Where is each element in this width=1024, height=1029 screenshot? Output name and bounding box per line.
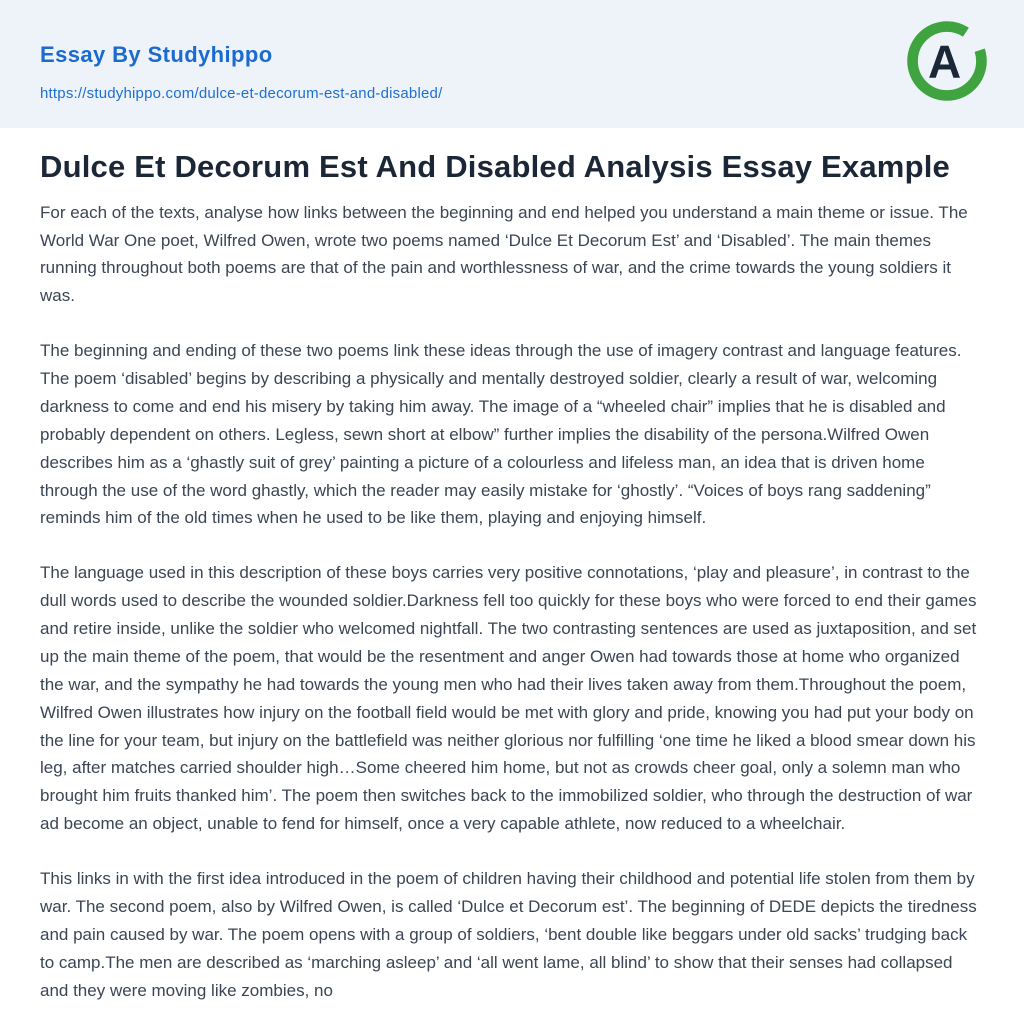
header-text-block — [40, 42, 442, 102]
studyhippo-logo[interactable] — [906, 20, 988, 102]
essay-content — [0, 150, 1024, 1004]
page-header — [0, 0, 1024, 128]
essay-paragraph-1: For each of the texts, analyse how links between the beginning and end helped you understand a main theme or issue. The World War One poet, Wilfred Owen, wrote two poems named ‘Dulce Et Decorum Est’ and ‘Disabled’. The main themes running throughout both poems are that of the pain and worthlessness of war, and the crime towards the young soldiers it was. — [40, 202, 968, 306]
source-url-link[interactable]: https://studyhippo.com/dulce-et-decorum-est-and-disabled/ — [40, 85, 443, 102]
page-title: Dulce Et Decorum Est And Disabled Analysis Essay Example — [40, 149, 950, 184]
studyhippo-logo-icon — [906, 20, 988, 102]
essay-paragraph-2: The beginning and ending of these two poems link these ideas through the use of imagery contrast and language features. The poem ‘disabled’ begins by describing a physically and mentally destroyed soldier, clearly a result of war, welcoming darkness to come and end his misery by taking him away. The image of a “wheeled chair” implies that he is disabled and probably dependent on others. Legless, sewn short at elbow” further implies the disability of the persona.Wilfred Owen describes him as a ‘ghastly suit of grey’ painting a picture of a colourless and lifeless man, an idea that is driven home through the use of the word ghastly, which the reader may easily mistake for ‘ghostly’. “Voices of boys rang saddening” reminds him of the old times when he used to be like them, playing and enjoying himself. — [40, 341, 962, 528]
essay-paragraph-3: The language used in this description of these boys carries very positive connotations, ‘play and pleasure’, in contrast to the dull words used to describe the wounded soldier.Darkness fell too quickly for these boys who were forced to end their games and retire inside, unlike the soldier who welcomed nightfall. The two contrasting sentences are used as juxtaposition, and set up the main theme of the poem, that would be the resentment and anger Owen had towards those at home who organized the war, and the sympathy he had towards the young men who had their lives taken away from them.Throughout the poem, Wilfred Owen illustrates how injury on the football field would be met with glory and pride, knowing you had put your body on the line for your team, but injury on the battlefield was neither glorious nor fulfilling ‘one time he liked a blood smear down his leg, after matches carried shoulder high…Some cheered him home, but not as crowds cheer goal, only a solemn man who brought him fruits thanked him’. The poem then switches back to the immobilized soldier, who through the destruction of war ad become an object, unable to fend for himself, once a very capable athlete, now reduced to a wheelchair. — [40, 563, 977, 834]
brand-title-link[interactable]: Essay By Studyhippo — [40, 42, 273, 67]
logo-letter: A — [927, 35, 962, 88]
essay-paragraph-4: This links in with the first idea introduced in the poem of children having their childhood and potential life stolen from them by war. The second poem, also by Wilfred Owen, is called ‘Dulce et Decorum est’. The beginning of DEDE depicts the tiredness and pain caused by war. The poem opens with a group of soldiers, ‘bent double like beggars under old sacks’ trudging back to camp.The men are described as ‘marching asleep’ and ‘all went lame, all blind’ to show that their senses had collapsed and they were moving like zombies, no — [40, 869, 977, 1000]
